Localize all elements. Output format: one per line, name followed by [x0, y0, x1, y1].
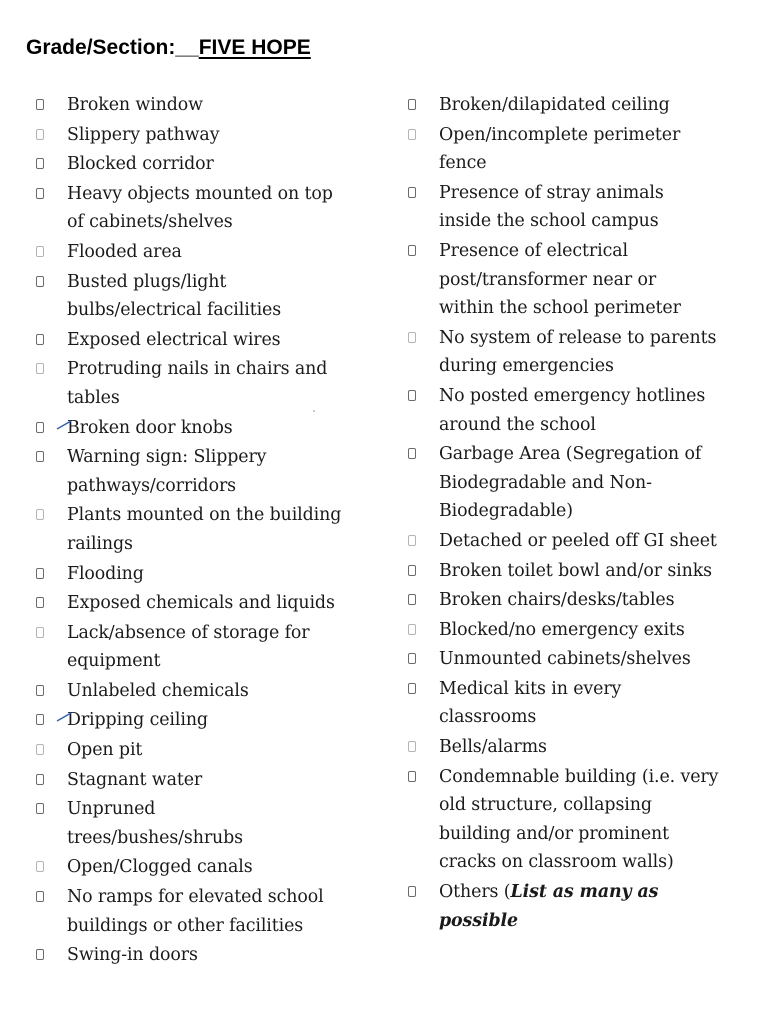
checklist-item-label: Heavy objects mounted on top of cabinets/shelves — [67, 183, 333, 233]
checklist-item-label: Warning sign: Slippery pathways/corridors — [67, 447, 267, 496]
checkbox[interactable] — [36, 99, 44, 110]
checkbox[interactable] — [36, 246, 44, 257]
checklist-item-label: Protruding nails in chairs and tables — [67, 359, 328, 408]
checkbox[interactable] — [36, 568, 44, 579]
checklist-item-label: Broken chairs/desks/tables — [439, 590, 675, 611]
checklist-item-label: Open/Clogged canals — [67, 857, 253, 878]
checklist-item — [36, 268, 376, 325]
checklist-item — [36, 853, 376, 882]
checklist-item — [408, 440, 748, 526]
checklist-item — [408, 675, 748, 732]
checklist-item — [408, 324, 748, 381]
checklist-item-label: Blocked corridor — [67, 154, 214, 175]
checklist-item-label: Condemnable building (i.e. very old structure, collapsing building and/or prominent cracks on classroom walls) — [439, 766, 719, 873]
checklist-item — [36, 677, 376, 706]
checkbox[interactable] — [408, 565, 416, 576]
checklist-item — [408, 586, 748, 615]
checkbox[interactable] — [36, 597, 44, 608]
checkbox[interactable] — [408, 448, 416, 459]
checkbox[interactable] — [36, 803, 44, 814]
checkbox[interactable] — [36, 685, 44, 696]
checkbox[interactable] — [36, 949, 44, 960]
checklist-item-label: Detached or peeled off GI sheet — [439, 530, 717, 551]
checkbox[interactable] — [36, 422, 44, 433]
checkbox[interactable] — [408, 771, 416, 782]
checklist-item — [408, 91, 748, 120]
checklist-item-label: Blocked/no emergency exits — [439, 619, 685, 640]
checklist-item — [408, 557, 748, 586]
checkbox[interactable] — [408, 187, 416, 198]
checklist-item — [36, 736, 376, 765]
checklist-item-label: Slippery pathway — [67, 124, 220, 145]
checklist-item-label: Open pit — [67, 740, 143, 761]
checklist-item — [36, 326, 376, 355]
checklist-item-label: No system of release to parents during emergencies — [439, 327, 717, 377]
checkbox[interactable] — [36, 334, 44, 345]
checklist-item-label: Bells/alarms — [439, 737, 547, 758]
checklist-item — [36, 238, 376, 267]
checkbox[interactable] — [36, 714, 44, 725]
checkbox[interactable] — [408, 390, 416, 401]
checklist-item — [36, 414, 376, 443]
checkbox[interactable] — [36, 451, 44, 462]
grade-section-blank: __ — [175, 36, 199, 59]
grade-section-value: FIVE HOPE — [198, 36, 311, 59]
checklist-item — [408, 733, 748, 762]
checklist-item-label: Medical kits in every classrooms — [439, 678, 622, 728]
checklist-item-label: Swing-in doors — [67, 945, 198, 966]
checklist-item — [36, 121, 376, 150]
checklist-item — [36, 795, 376, 852]
checkbox[interactable] — [36, 276, 44, 287]
pen-check-mark-icon — [56, 420, 72, 430]
hazard-checklist-left-column — [36, 91, 376, 971]
checklist-item — [36, 501, 376, 558]
checkbox[interactable] — [36, 891, 44, 902]
checklist-item-label: Broken/dilapidated ceiling — [439, 95, 670, 115]
checklist-item-label: Others (List as many as possible — [439, 882, 659, 931]
checklist-item-label: Garbage Area (Segregation of Biodegradable and Non- Biodegradable) — [439, 444, 702, 522]
checklist-item-label: Unmounted cabinets/shelves — [439, 649, 691, 670]
checkbox[interactable] — [408, 99, 416, 110]
checklist-item-label: Dripping ceiling — [67, 710, 208, 731]
checkbox[interactable] — [408, 653, 416, 664]
checklist-item-label: No ramps for elevated school buildings or other facilities — [67, 887, 324, 936]
checklist-item-label: Exposed electrical wires — [67, 329, 281, 350]
checklist-item — [36, 150, 376, 179]
grade-section-label: Grade/Section: — [26, 36, 176, 59]
checkbox[interactable] — [408, 741, 416, 752]
checklist-item — [36, 589, 376, 618]
checklist-item — [408, 121, 748, 178]
checklist-item-label: Unlabeled chemicals — [67, 680, 249, 701]
checklist-item-emphasis: List as many as possible — [439, 882, 659, 931]
checkbox[interactable] — [408, 624, 416, 635]
checklist-item-label: Open/incomplete perimeter fence — [439, 124, 681, 174]
checklist-item-label: Broken toilet bowl and/or sinks — [439, 560, 713, 581]
checklist-item — [408, 527, 748, 556]
checkbox[interactable] — [408, 245, 416, 256]
checklist-item-label: Presence of electrical post/transformer near or within the school perimeter — [439, 240, 681, 319]
checklist-item — [36, 941, 376, 970]
checklist-item — [408, 878, 748, 935]
checklist-item-label: Stagnant water — [67, 769, 203, 790]
checklist-item — [36, 883, 376, 940]
checkbox[interactable] — [36, 158, 44, 169]
checklist-item-label: Flooding — [67, 563, 144, 584]
checkbox[interactable] — [36, 129, 44, 140]
checklist-item-label: Presence of stray animals inside the school campus — [439, 182, 664, 232]
checklist-item — [408, 616, 748, 645]
pen-check-mark-icon — [56, 712, 72, 722]
checkbox[interactable] — [408, 594, 416, 605]
checklist-item — [36, 91, 376, 120]
checklist-item-label: Unpruned trees/bushes/shrubs — [67, 799, 243, 848]
checkbox[interactable] — [408, 332, 416, 343]
checklist-item — [36, 619, 376, 676]
checklist-item — [408, 237, 748, 323]
checklist-item — [408, 179, 748, 236]
grade-section-header — [26, 36, 311, 60]
checkbox[interactable] — [36, 744, 44, 755]
checklist-item — [408, 382, 748, 439]
checklist-item — [408, 763, 748, 877]
checklist-item-label: Flooded area — [67, 241, 182, 262]
checkbox[interactable] — [36, 774, 44, 785]
checkbox[interactable] — [36, 509, 44, 520]
scan-speck — [313, 410, 315, 412]
checkbox[interactable] — [408, 683, 416, 694]
checkbox[interactable] — [36, 188, 44, 199]
checkbox[interactable] — [408, 886, 416, 897]
checklist-item-label: Busted plugs/light bulbs/electrical facilities — [67, 271, 282, 321]
checkbox[interactable] — [36, 363, 44, 374]
checklist-item — [408, 645, 748, 674]
checklist-item-label: Lack/absence of storage for equipment — [67, 622, 310, 672]
hazard-checklist-right-column — [408, 91, 748, 936]
checkbox[interactable] — [408, 129, 416, 140]
checklist-item-label: Plants mounted on the building railings — [67, 505, 342, 554]
checklist-item — [36, 706, 376, 735]
checklist-item-label: No posted emergency hotlines around the school — [439, 385, 706, 435]
checklist-item — [36, 180, 376, 237]
checklist-item — [36, 560, 376, 589]
checklist-item — [36, 443, 376, 500]
checkbox[interactable] — [408, 535, 416, 546]
checklist-item-label: Exposed chemicals and liquids — [67, 593, 335, 614]
checklist-item-label: Broken window — [67, 95, 203, 115]
checkbox[interactable] — [36, 627, 44, 638]
checklist-item-label: Broken door knobs — [67, 417, 233, 438]
checklist-item — [36, 766, 376, 795]
checklist-item — [36, 355, 376, 412]
checkbox[interactable] — [36, 861, 44, 872]
